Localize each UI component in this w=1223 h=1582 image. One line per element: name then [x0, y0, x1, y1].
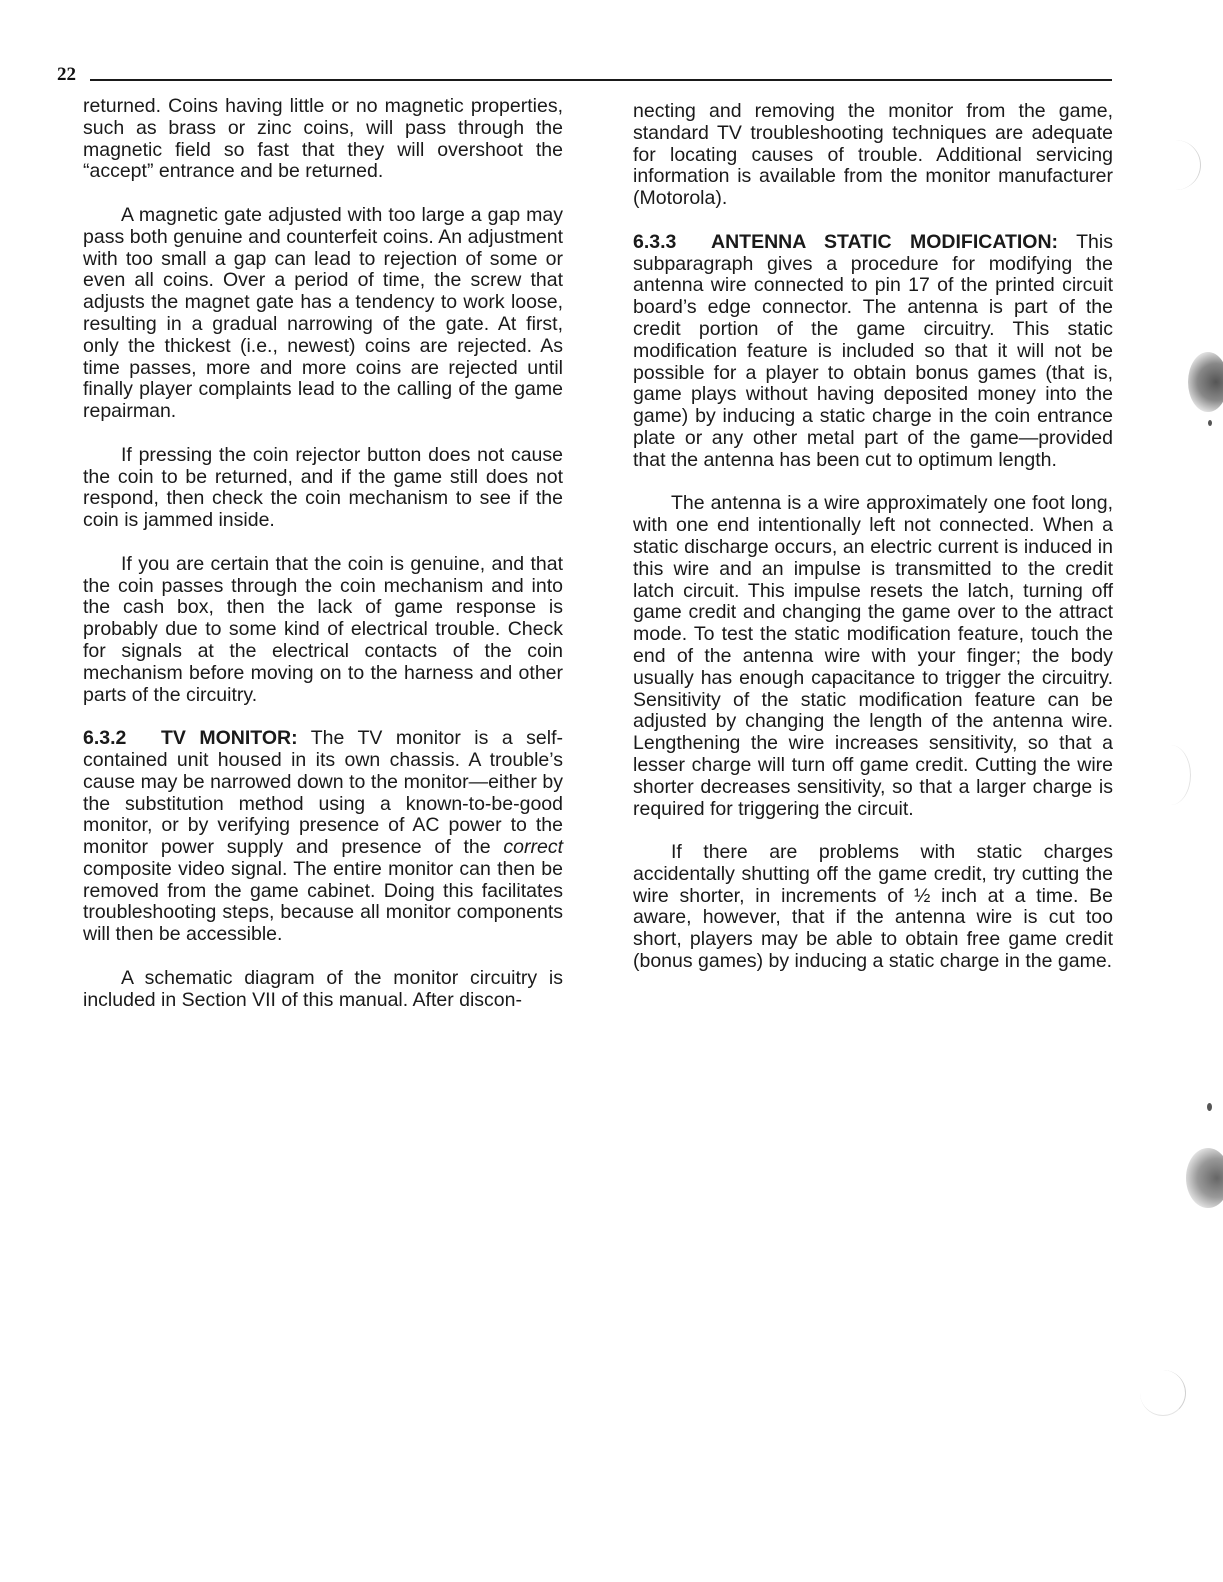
section-title: ANTENNA STATIC MODIFICATION: [711, 230, 1059, 253]
paragraph-schematic: A schematic diagram of the monitor circuitry is included in Section VII of this manual. After discon- [83, 966, 563, 1011]
section-6-3-2 [83, 728, 563, 946]
paragraph-magnetic-gate: A magnetic gate adjusted with too large a gap may pass both genuine and counterfeit coins. An adjustment with too small a gap can lead to rejection of some or even all coins. Over a period of time, the screw that adjusts the magnet gate has a tendency to work loose, resulting in a gradual narrowing of the gate. At first, only the thickest (i.e., newest) coins are rejected. As time passes, more and more coins are rejected until finally player complaints lead to the calling of the game repairman. [83, 203, 563, 423]
punch-hole-shadow [1188, 352, 1223, 412]
section-6-3-3 [633, 232, 1113, 472]
section-text: This subparagraph gives a procedure for modifying the antenna wire connected to pin 17 of the printed circuit board’s edge connector. The antenna is part of the credit portion of the game circuitry. This static modification feature is included so that it will not be possible for a player to obtain bonus games (that is, game plays without having deposited money into the game) by inducing a static charge in the coin entrance plate or any other metal part of the game—provided that the antenna has been cut to optimum length. [633, 230, 1113, 471]
left-column [83, 96, 563, 1033]
punch-hole-outline [1150, 140, 1201, 190]
punch-hole-outline [1140, 1370, 1186, 1416]
page-number: 22 [57, 64, 76, 85]
paragraph-coin-rejector: If pressing the coin rejector button does not cause the coin to be returned, and if the game still does not respond, then check the coin mechanism to see if the coin is jammed inside. [83, 443, 563, 532]
header-rule [90, 79, 1112, 81]
section-title: TV MONITOR: [161, 727, 298, 750]
paragraph-coins-returned: returned. Coins having little or no magnetic properties, such as brass or zinc coins, will pass through the magnetic field so fast that they will overshoot the “accept” entrance and be returned. [83, 95, 563, 183]
scan-speck [1208, 420, 1212, 426]
paragraph-electrical-trouble: If you are certain that the coin is genuine, and that the coin passes through the coin mechanism and into the cash box, then the lack of game response is probably due to some kind of electrical trouble. Check for signals at the electrical contacts of the coin mechanism before moving on to the harness and other parts of the circuitry. [83, 552, 563, 706]
paragraph-monitor-troubleshooting: necting and removing the monitor from the game, standard TV troubleshooting techniques are adequate for locating causes of trouble. Additional servicing information is available from the monitor manufacturer (Motorola). [633, 100, 1113, 210]
section-number: 6.3.2 [83, 727, 127, 750]
paragraph-antenna-wire: The antenna is a wire approximately one foot long, with one end intentionally left not connected. When a static discharge occurs, an electric current is induced in this wire and an impulse is transmitted to the credit latch circuit. This impulse resets the latch, turning off game credit and changing the game over to the attract mode. To test the static modification feature, touch the end of the antenna wire with your finger; the body usually has enough capacitance to trigger the circuitry. Sensitivity of the static modification feature can be adjusted by changing the length of the antenna wire. Lengthening the wire increases sensitivity, so that a lesser charge will turn off game credit. Cutting the wire shorter decreases sensitivity, so that a larger charge is required for triggering the circuit. [633, 492, 1113, 820]
scan-speck [1207, 1103, 1212, 1111]
section-text: The TV monitor is a self-contained unit housed in its own chassis. A trouble’s cause may be narrowed down to the monitor—either by the substitution method using a known-to-be-good monitor, or by verifying presence of AC power to the monitor power supply and presence of the [83, 727, 564, 859]
section-number: 6.3.3 [633, 230, 677, 253]
paragraph-static-charges: If there are problems with static charges accidentally shutting off the game credit, try cutting the wire shorter, in increments of ½ inch at a time. Be aware, however, that if the antenna wire is cut too short, players may be able to obtain free game credit (bonus games) by inducing a static charge in the game. [633, 841, 1113, 973]
punch-hole-shadow [1186, 1148, 1223, 1208]
punch-hole-outline [1150, 745, 1191, 805]
right-column [633, 101, 1113, 995]
emphasis-correct: correct [503, 836, 563, 859]
section-text-continued: composite video signal. The entire monitor can then be removed from the game cabinet. Doing this facilitates troubleshooting steps, because all monitor components will then be accessible. [83, 857, 563, 946]
